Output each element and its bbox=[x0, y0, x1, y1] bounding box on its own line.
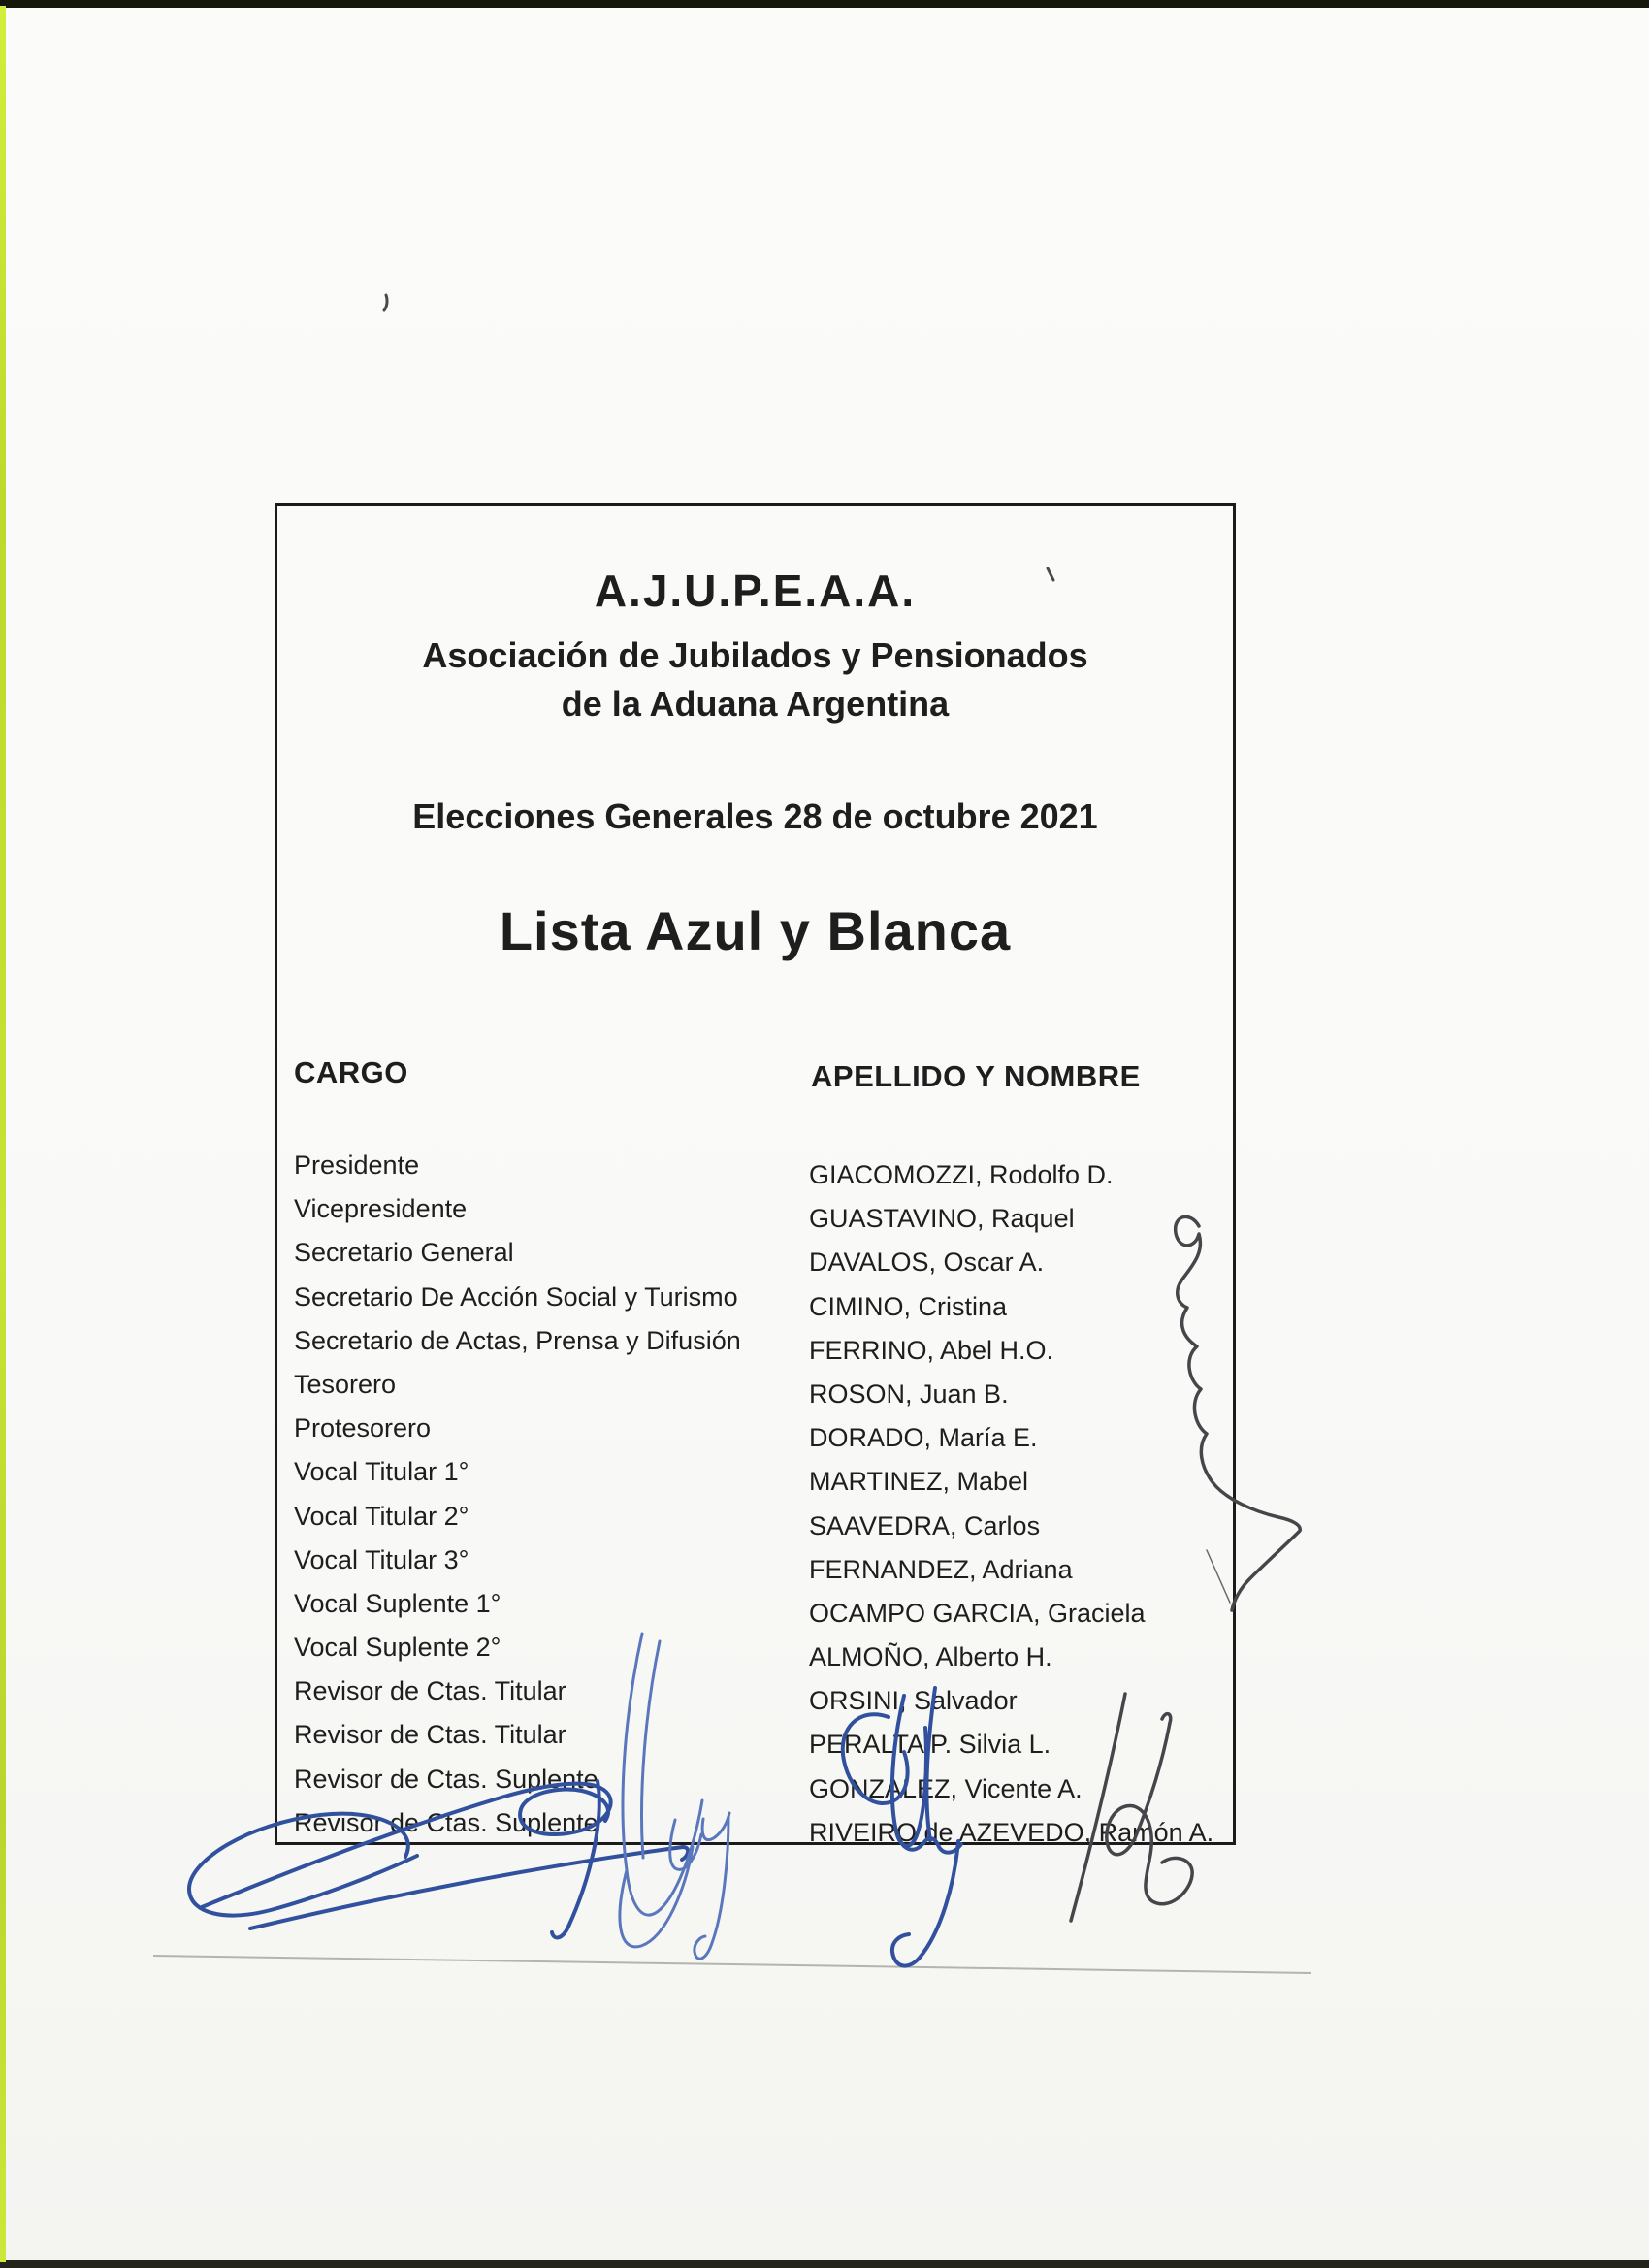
paper-crease-line bbox=[153, 1956, 1311, 1973]
cargo-cell: Vocal Titular 3° bbox=[294, 1544, 469, 1574]
cargo-cell: Tesorero bbox=[294, 1369, 397, 1399]
table-row bbox=[294, 1194, 1233, 1238]
org-name-line1: Asociación de Jubilados y Pensionados bbox=[422, 635, 1088, 675]
table-row bbox=[294, 1676, 1233, 1720]
nombre-cell: MARTINEZ, Mabel bbox=[809, 1467, 1029, 1497]
nombre-cell: RIVEIRO de AZEVEDO, Ramón A. bbox=[809, 1817, 1214, 1847]
cargo-cell: Revisor de Ctas. Suplente bbox=[294, 1764, 598, 1794]
cargo-cell: Revisor de Ctas. Titular bbox=[294, 1676, 566, 1706]
cargo-cell: Vicepresidente bbox=[294, 1194, 468, 1224]
nombre-cell: ALMOÑO, Alberto H. bbox=[809, 1642, 1052, 1672]
table-row bbox=[294, 1238, 1233, 1281]
table-row bbox=[294, 1457, 1233, 1501]
cargo-cell: Presidente bbox=[294, 1150, 420, 1180]
table-row bbox=[294, 1808, 1233, 1852]
cargo-cell: Revisor de Ctas. Titular bbox=[294, 1720, 566, 1750]
nombre-cell: GUASTAVINO, Raquel bbox=[809, 1204, 1075, 1234]
nombre-cell: ROSON, Juan B. bbox=[809, 1378, 1009, 1409]
nombre-cell: GIACOMOZZI, Rodolfo D. bbox=[809, 1160, 1114, 1189]
nombre-cell: ORSINI, Salvador bbox=[809, 1686, 1018, 1716]
nombre-cell: OCAMPO GARCIA, Graciela bbox=[809, 1598, 1146, 1628]
scanner-bottom-edge bbox=[0, 2260, 1649, 2268]
table-row bbox=[294, 1765, 1233, 1808]
cargo-cell: Secretario General bbox=[294, 1238, 514, 1268]
cargo-cell: Vocal Suplente 1° bbox=[294, 1588, 501, 1618]
table-row bbox=[294, 1150, 1233, 1194]
nombre-cell: FERRINO, Abel H.O. bbox=[809, 1335, 1054, 1365]
table-row bbox=[294, 1413, 1233, 1457]
page-green-edge bbox=[0, 6, 6, 2262]
org-name-line2: de la Aduana Argentina bbox=[561, 684, 950, 724]
nombre-cell: DORADO, María E. bbox=[809, 1423, 1038, 1453]
list-title: Lista Azul y Blanca bbox=[499, 900, 1012, 961]
table-row bbox=[294, 1326, 1233, 1370]
org-abbr-title: A.J.U.P.E.A.A. bbox=[594, 566, 917, 616]
table-row bbox=[294, 1720, 1233, 1764]
col-header-nombre: APELLIDO Y NOMBRE bbox=[811, 1059, 1141, 1093]
cargo-cell: Revisor de Ctas. Suplente bbox=[294, 1807, 598, 1837]
table-row bbox=[294, 1633, 1233, 1676]
table-row bbox=[294, 1589, 1233, 1633]
ink-speck-1 bbox=[384, 295, 387, 310]
cargo-cell: Secretario De Acción Social y Turismo bbox=[294, 1281, 738, 1312]
col-header-cargo: CARGO bbox=[294, 1055, 408, 1089]
table-row bbox=[294, 1282, 1233, 1326]
nombre-cell: SAAVEDRA, Carlos bbox=[809, 1510, 1041, 1540]
cargo-cell: Secretario de Actas, Prensa y Difusión bbox=[294, 1325, 741, 1355]
table-row bbox=[294, 1545, 1233, 1589]
roster-table bbox=[294, 1150, 1233, 1852]
nombre-cell: DAVALOS, Oscar A. bbox=[809, 1247, 1045, 1278]
cargo-cell: Protesorero bbox=[294, 1413, 432, 1443]
cargo-cell: Vocal Titular 1° bbox=[294, 1457, 469, 1487]
nombre-cell: PERALTA P. Silvia L. bbox=[809, 1730, 1051, 1760]
cargo-cell: Vocal Suplente 2° bbox=[294, 1633, 501, 1663]
election-title: Elecciones Generales 28 de octubre 2021 bbox=[412, 796, 1098, 836]
cargo-cell: Vocal Titular 2° bbox=[294, 1501, 469, 1531]
table-row bbox=[294, 1370, 1233, 1413]
nombre-cell: FERNANDEZ, Adriana bbox=[809, 1554, 1073, 1584]
table-row bbox=[294, 1502, 1233, 1545]
scanner-top-edge bbox=[0, 0, 1649, 8]
nombre-cell: CIMINO, Cristina bbox=[809, 1291, 1008, 1321]
nombre-cell: GONZALEZ, Vicente A. bbox=[809, 1773, 1083, 1803]
